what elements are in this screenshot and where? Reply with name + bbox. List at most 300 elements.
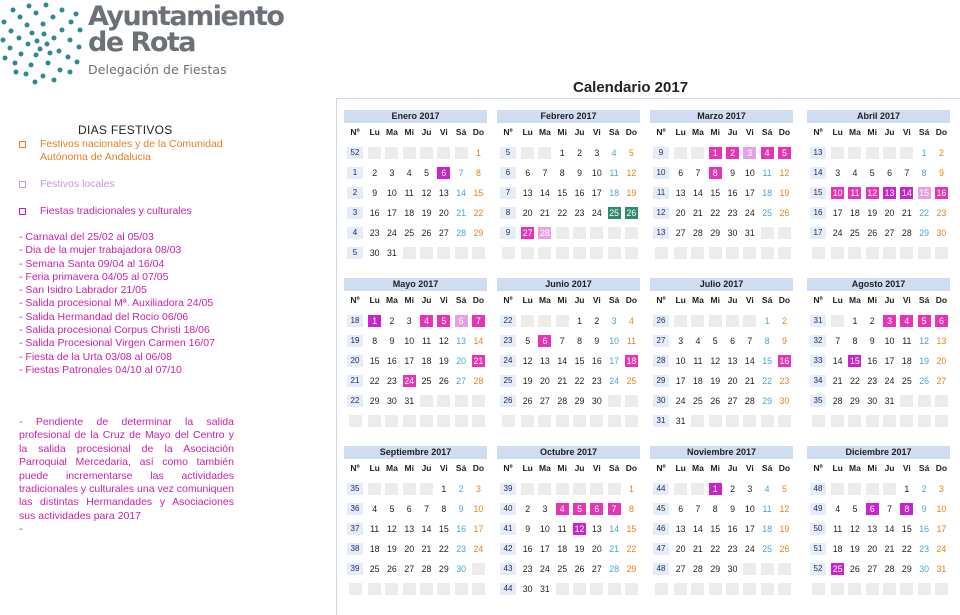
weekday-header: Ju <box>421 463 432 473</box>
day-cell-holiday <box>588 499 605 519</box>
day-cell <box>758 479 775 499</box>
empty-cell <box>605 243 622 263</box>
cell-text: 49 <box>810 503 826 515</box>
weekday-header: Mi <box>404 295 414 305</box>
day-cell <box>623 479 640 499</box>
cell-text <box>691 247 704 259</box>
day-cell <box>881 391 898 411</box>
day-cell <box>741 331 758 351</box>
cell-text: 19 <box>919 356 930 366</box>
day-cell <box>435 539 452 559</box>
month-block <box>497 446 640 599</box>
day-cell <box>846 203 863 223</box>
cell-text <box>935 247 948 259</box>
day-cell <box>554 351 571 371</box>
month-grid <box>344 459 487 599</box>
cell-text: 6 <box>866 503 879 515</box>
weekday-header: Lu <box>832 463 843 473</box>
cell-text: 14 <box>693 524 703 534</box>
cell-text: 8 <box>441 504 447 514</box>
cell-text: 13 <box>867 524 878 534</box>
day-cell <box>707 499 724 519</box>
cell-text: 5 <box>437 315 450 327</box>
week-number <box>807 539 829 559</box>
cell-text: 52 <box>347 147 363 159</box>
cell-text: 10 <box>884 336 895 346</box>
cell-text: 2 <box>458 484 464 494</box>
empty-cell <box>383 479 400 499</box>
day-cell <box>418 331 435 351</box>
cell-text: 21 <box>347 375 363 387</box>
month-grid <box>650 459 793 599</box>
day-cell <box>519 351 536 371</box>
cell-text: 27 <box>456 376 467 386</box>
empty-cell <box>401 243 418 263</box>
cell-text: 21 <box>557 376 568 386</box>
cell-text: 8 <box>764 336 770 346</box>
cell-text: 22 <box>710 544 721 554</box>
weekday-header: Sá <box>761 127 773 137</box>
cell-text: 17 <box>609 356 620 366</box>
day-cell <box>401 499 418 519</box>
empty-cell <box>758 243 775 263</box>
cell-text: 10 <box>404 336 415 346</box>
cell-text: 27 <box>404 564 415 574</box>
day-cell <box>452 479 469 499</box>
empty-cell <box>758 559 775 579</box>
cell-text <box>403 483 416 495</box>
weekday-header: Ma <box>849 463 861 473</box>
empty-cell <box>881 579 898 599</box>
day-cell <box>435 371 452 391</box>
day-cell <box>741 479 758 499</box>
empty-cell <box>650 579 672 599</box>
day-cell <box>846 371 863 391</box>
cell-text: 18 <box>421 356 432 366</box>
cell-text <box>883 247 896 259</box>
day-cell <box>864 311 881 331</box>
day-cell-holiday <box>898 499 915 519</box>
empty-cell <box>588 223 605 243</box>
day-cell <box>672 519 689 539</box>
empty-cell <box>846 243 863 263</box>
day-cell <box>605 519 622 539</box>
cell-text: 14 <box>557 356 568 366</box>
cell-text: 34 <box>810 375 826 387</box>
weekday-header: Nº <box>350 295 360 305</box>
day-cell <box>383 499 400 519</box>
cell-text: 1 <box>852 316 858 326</box>
cell-text: 28 <box>557 396 568 406</box>
cell-text <box>848 583 861 595</box>
day-cell <box>881 519 898 539</box>
cell-text: 21 <box>693 544 703 554</box>
weekday-header: Sá <box>761 463 773 473</box>
cell-text <box>368 583 381 595</box>
weekday-header: Mi <box>867 295 877 305</box>
day-cell <box>519 391 536 411</box>
week-number <box>650 411 672 431</box>
weekday-header: Mi <box>404 463 414 473</box>
week-number <box>650 311 672 331</box>
day-cell <box>933 479 950 499</box>
cell-text: 24 <box>744 208 755 218</box>
weekday-header: Lu <box>675 295 686 305</box>
cell-text: 12 <box>522 356 533 366</box>
weekday-header: Vi <box>439 295 448 305</box>
cell-text: 15 <box>473 188 484 198</box>
day-cell <box>776 391 793 411</box>
day-cell <box>758 539 775 559</box>
cell-text: 2 <box>372 168 378 178</box>
day-cell <box>435 499 452 519</box>
cell-text: 3 <box>542 504 548 514</box>
pending-note <box>19 416 234 537</box>
day-cell <box>605 183 622 203</box>
cell-text: 5 <box>500 147 516 159</box>
cell-text: 35 <box>347 483 363 495</box>
empty-cell <box>672 311 689 331</box>
empty-cell <box>898 579 915 599</box>
cell-text: 24 <box>832 228 843 238</box>
cell-text: 13 <box>591 524 602 534</box>
day-cell-holiday <box>933 183 950 203</box>
empty-cell <box>588 411 605 431</box>
empty-cell <box>452 579 469 599</box>
cell-text: 4 <box>420 315 433 327</box>
empty-cell <box>724 311 741 331</box>
day-cell <box>418 183 435 203</box>
month-grid <box>344 123 487 263</box>
day-cell <box>470 539 487 559</box>
day-cell <box>898 479 915 499</box>
cell-text: 9 <box>458 504 464 514</box>
cell-text: 1 <box>709 483 722 495</box>
day-cell <box>776 331 793 351</box>
legend-local-swatch <box>19 181 26 188</box>
cell-text: 17 <box>675 376 686 386</box>
day-cell <box>418 499 435 519</box>
empty-cell <box>898 391 915 411</box>
cell-text: 13 <box>675 524 686 534</box>
cell-text: 43 <box>500 563 516 575</box>
cell-text: 1 <box>904 484 910 494</box>
day-cell-holiday <box>418 311 435 331</box>
cell-text: 25 <box>609 208 620 218</box>
day-cell-holiday <box>605 203 622 223</box>
day-cell <box>401 559 418 579</box>
cell-text: 26 <box>710 396 721 406</box>
day-cell <box>689 519 706 539</box>
empty-cell <box>623 579 640 599</box>
empty-cell <box>881 411 898 431</box>
weekday-header: Ju <box>574 463 585 473</box>
cell-text: 28 <box>421 564 432 574</box>
empty-cell <box>418 411 435 431</box>
day-cell <box>776 183 793 203</box>
cell-text: 18 <box>404 208 415 218</box>
day-cell <box>605 351 622 371</box>
cell-text: 31 <box>884 396 895 406</box>
month-grid <box>807 459 950 599</box>
day-cell <box>554 143 571 163</box>
cell-text: 6 <box>887 168 892 178</box>
cell-text: 19 <box>421 208 432 218</box>
cell-text: 11 <box>421 336 432 346</box>
cell-text <box>538 415 551 427</box>
cell-text: 16 <box>456 524 467 534</box>
cell-text: 7 <box>695 504 701 514</box>
month-block <box>497 110 640 263</box>
day-cell-holiday <box>933 311 950 331</box>
day-cell <box>933 371 950 391</box>
empty-cell <box>470 243 487 263</box>
weekday-header: Sá <box>918 295 930 305</box>
weekday-header: Mi <box>867 463 877 473</box>
cell-text: 5 <box>712 336 718 346</box>
cell-text <box>437 147 450 159</box>
cell-text: 5 <box>628 148 634 158</box>
week-number <box>497 539 519 559</box>
cell-text: 40 <box>500 503 516 515</box>
cell-text: 24 <box>675 396 686 406</box>
empty-cell <box>605 223 622 243</box>
day-cell <box>724 203 741 223</box>
cell-text: 11 <box>404 188 414 198</box>
week-number <box>344 163 366 183</box>
day-cell <box>588 391 605 411</box>
day-cell <box>672 559 689 579</box>
holiday-item: - Fiesta de la Urta 03/08 al 06/08 <box>19 351 215 364</box>
empty-cell <box>864 143 881 163</box>
legend-traditional-label: Fiestas tradicionales y culturales <box>40 205 192 217</box>
day-cell <box>758 391 775 411</box>
day-cell <box>571 559 588 579</box>
day-cell <box>571 143 588 163</box>
empty-cell <box>933 579 950 599</box>
cell-text: 9 <box>781 336 787 346</box>
cell-text: 6 <box>406 504 412 514</box>
weekday-header: Lu <box>369 127 380 137</box>
cell-text <box>900 147 913 159</box>
week-number <box>650 479 672 499</box>
weekday-header: Ju <box>421 127 432 137</box>
cell-text: 8 <box>712 504 718 514</box>
weekday-header: Vi <box>592 463 601 473</box>
cell-text: 8 <box>559 168 565 178</box>
cell-text: 31 <box>810 315 826 327</box>
day-cell <box>898 371 915 391</box>
cell-text <box>403 415 416 427</box>
cell-text <box>674 583 687 595</box>
cell-text: 17 <box>387 208 397 218</box>
cell-text: 7 <box>747 336 753 346</box>
cell-text: 30 <box>936 228 947 238</box>
cell-text <box>573 483 586 495</box>
cell-text <box>403 147 416 159</box>
day-cell <box>724 351 741 371</box>
weekday-header: Ma <box>539 463 551 473</box>
empty-cell <box>588 579 605 599</box>
cell-text: 30 <box>727 228 738 238</box>
cell-text: 10 <box>936 504 947 514</box>
day-cell <box>435 331 452 351</box>
day-cell <box>741 351 758 371</box>
cell-text: 12 <box>421 188 432 198</box>
month-block <box>344 446 487 599</box>
month-block <box>807 110 950 263</box>
empty-cell <box>435 243 452 263</box>
cell-text: 20 <box>347 355 363 367</box>
month-block <box>650 446 793 599</box>
empty-cell <box>344 579 366 599</box>
day-cell <box>846 391 863 411</box>
cell-text: 6 <box>525 168 531 178</box>
empty-cell <box>758 411 775 431</box>
weekday-header: Vi <box>592 127 601 137</box>
empty-cell <box>864 479 881 499</box>
day-cell <box>554 391 571 411</box>
day-cell <box>383 519 400 539</box>
empty-cell <box>829 411 846 431</box>
empty-cell <box>881 479 898 499</box>
cell-text: 22 <box>850 376 860 386</box>
cell-text <box>778 247 791 259</box>
cell-text <box>385 583 398 595</box>
empty-cell <box>571 223 588 243</box>
month-block <box>807 278 950 431</box>
day-cell <box>435 519 452 539</box>
month-block <box>344 278 487 431</box>
day-cell <box>829 203 846 223</box>
weekday-header: Vi <box>902 127 911 137</box>
cell-text: 26 <box>919 376 930 386</box>
weekday-header: Ma <box>386 127 398 137</box>
day-cell <box>829 391 846 411</box>
day-cell <box>829 539 846 559</box>
cell-text <box>655 247 668 259</box>
weekday-header: Lu <box>675 127 686 137</box>
weekday-header: Ju <box>884 463 895 473</box>
cell-text: 13 <box>653 227 669 239</box>
cell-text: 33 <box>810 355 826 367</box>
cell-text: 7 <box>887 504 892 514</box>
cell-text: 25 <box>762 544 773 554</box>
cell-text <box>437 395 450 407</box>
day-cell <box>452 351 469 371</box>
cell-text: 18 <box>693 376 703 386</box>
day-cell-holiday <box>470 351 487 371</box>
day-cell <box>915 479 932 499</box>
week-number <box>807 163 829 183</box>
month-header: Febrero 2017 <box>497 110 640 123</box>
day-cell <box>915 203 932 223</box>
cell-text: 9 <box>938 168 944 178</box>
day-cell <box>741 163 758 183</box>
day-cell <box>776 479 793 499</box>
cell-text: 3 <box>347 207 363 219</box>
day-cell <box>724 559 741 579</box>
day-cell <box>758 311 775 331</box>
empty-cell <box>776 223 793 243</box>
day-cell <box>672 411 689 431</box>
empty-cell <box>401 411 418 431</box>
day-cell <box>915 331 932 351</box>
day-cell <box>435 559 452 579</box>
empty-cell <box>915 391 932 411</box>
cell-text: 8 <box>900 503 913 515</box>
day-cell <box>672 499 689 519</box>
cell-text: 29 <box>850 396 860 406</box>
cell-text: 26 <box>522 396 533 406</box>
week-number <box>344 371 366 391</box>
cell-text: 1 <box>709 147 722 159</box>
empty-cell <box>758 223 775 243</box>
empty-cell <box>898 143 915 163</box>
empty-cell <box>933 243 950 263</box>
day-cell <box>724 183 741 203</box>
weekday-header: Ma <box>386 463 398 473</box>
weekday-header: Vi <box>745 127 754 137</box>
cell-text <box>831 415 844 427</box>
legend-traditional-swatch <box>19 208 26 215</box>
week-number <box>344 479 366 499</box>
day-cell <box>689 331 706 351</box>
weekday-header: Do <box>778 295 791 305</box>
cell-text: 2 <box>525 504 531 514</box>
day-cell <box>383 559 400 579</box>
cell-text: 47 <box>653 543 669 555</box>
day-cell <box>846 499 863 519</box>
day-cell <box>571 183 588 203</box>
cell-text: 11 <box>902 336 912 346</box>
cell-text: 22 <box>438 544 449 554</box>
day-cell <box>915 499 932 519</box>
weekday-header: Mi <box>710 295 720 305</box>
week-number <box>497 351 519 371</box>
cell-text: 1 <box>475 148 481 158</box>
day-cell <box>571 391 588 411</box>
day-cell-holiday <box>707 479 724 499</box>
day-cell <box>470 223 487 243</box>
cell-text: 21 <box>884 544 895 554</box>
weekday-header: Mi <box>404 127 414 137</box>
cell-text: 13 <box>522 188 533 198</box>
weekday-header: Lu <box>522 127 533 137</box>
cell-text: 16 <box>867 356 878 366</box>
week-number <box>807 499 829 519</box>
cell-text: 9 <box>577 168 582 178</box>
cell-text: 22 <box>762 376 773 386</box>
holiday-item: - Salida Hermandad del Rocio 06/06 <box>19 311 215 324</box>
empty-cell <box>366 579 383 599</box>
day-cell <box>758 499 775 519</box>
empty-cell <box>689 143 706 163</box>
empty-cell <box>435 143 452 163</box>
cell-text: 12 <box>919 336 930 346</box>
day-cell <box>366 203 383 223</box>
empty-cell <box>672 143 689 163</box>
day-cell <box>470 143 487 163</box>
day-cell <box>554 203 571 223</box>
day-cell <box>571 371 588 391</box>
day-cell <box>829 499 846 519</box>
cell-text: 39 <box>500 483 516 495</box>
day-cell <box>383 311 400 331</box>
cell-text: 30 <box>456 564 467 574</box>
day-cell <box>758 351 775 371</box>
cell-text <box>385 147 398 159</box>
